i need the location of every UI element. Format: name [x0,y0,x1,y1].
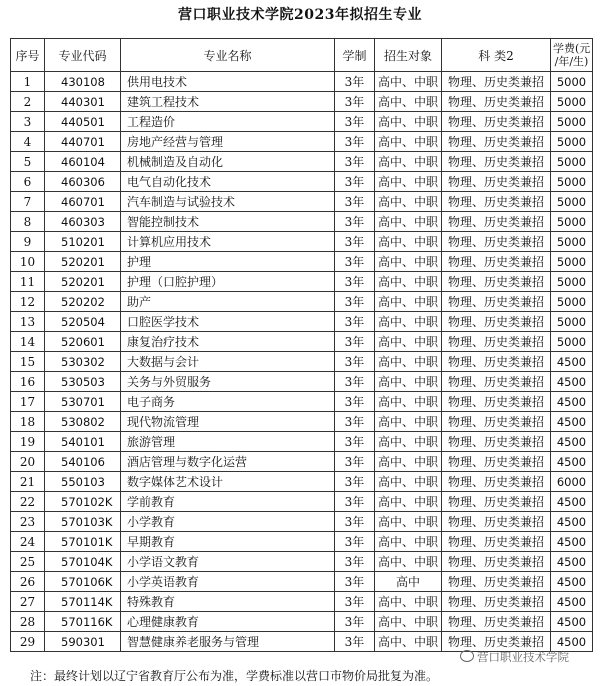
cell-fee: 4500 [551,392,593,412]
cell-fee: 5000 [551,172,593,192]
cell-fee: 5000 [551,132,593,152]
header-fee [551,39,593,72]
cell-code: 460303 [45,212,121,232]
watermark-text: 营口职业技术学院 [477,650,569,664]
cell-category: 物理、历史类兼招 [442,592,551,612]
table-row [11,172,593,192]
cell-target: 高中、中职 [375,232,442,252]
cell-duration: 3年 [335,212,375,232]
cell-code: 460306 [45,172,121,192]
table-row [11,612,593,632]
cell-name: 护理 [121,252,335,272]
table-row [11,512,593,532]
cell-fee: 5000 [551,212,593,232]
cell-name: 心理健康教育 [121,612,335,632]
cell-target: 高中、中职 [375,412,442,432]
footnote: 注：最终计划以辽宁省教育厅公布为准，学费标准以营口市物价局批复为准。 [30,669,439,683]
cell-target: 高中、中职 [375,492,442,512]
page-title: 营口职业技术学院2023年拟招生专业 [178,7,422,23]
table-row [11,72,593,92]
table-row [11,572,593,592]
cell-code: 570114K [45,592,121,612]
cell-name: 电气自动化技术 [121,172,335,192]
cell-category: 物理、历史类兼招 [442,332,551,352]
cell-name: 智慧健康养老服务与管理 [121,632,335,652]
table-row [11,532,593,552]
cell-name: 护理（口腔护理） [121,272,335,292]
table-row [11,452,593,472]
cell-target: 高中、中职 [375,192,442,212]
cell-duration: 3年 [335,412,375,432]
cell-name: 机械制造及自动化 [121,152,335,172]
cell-name: 早期教育 [121,532,335,552]
cell-fee: 4500 [551,572,593,592]
table-row [11,152,593,172]
cell-seq: 12 [11,292,45,312]
cell-code: 530701 [45,392,121,412]
cell-duration: 3年 [335,72,375,92]
cell-fee: 5000 [551,92,593,112]
cell-code: 520201 [45,272,121,292]
cell-target: 高中、中职 [375,212,442,232]
cell-duration: 3年 [335,512,375,532]
cell-name: 小学教育 [121,512,335,532]
cell-fee: 4500 [551,492,593,512]
cell-fee: 6000 [551,472,593,492]
cell-code: 570102K [45,492,121,512]
cell-name: 口腔医学技术 [121,312,335,332]
cell-fee: 5000 [551,312,593,332]
majors-table [10,38,593,652]
header-name: 专业名称 [121,39,335,72]
cell-target: 高中、中职 [375,392,442,412]
cell-seq: 27 [11,592,45,612]
cell-duration: 3年 [335,352,375,372]
table-row [11,312,593,332]
cell-target: 高中、中职 [375,352,442,372]
cell-code: 530302 [45,352,121,372]
cell-seq: 29 [11,632,45,652]
cell-category: 物理、历史类兼招 [442,172,551,192]
cell-name: 助产 [121,292,335,312]
cell-name: 数字媒体艺术设计 [121,472,335,492]
cell-fee: 5000 [551,232,593,252]
cell-target: 高中、中职 [375,552,442,572]
cell-target: 高中、中职 [375,472,442,492]
cell-code: 440701 [45,132,121,152]
cell-seq: 21 [11,472,45,492]
cell-category: 物理、历史类兼招 [442,572,551,592]
cell-fee: 5000 [551,192,593,212]
cell-name: 学前教育 [121,492,335,512]
cell-category: 物理、历史类兼招 [442,272,551,292]
table-row [11,232,593,252]
table-row [11,592,593,612]
cell-seq: 22 [11,492,45,512]
cell-target: 高中、中职 [375,112,442,132]
cell-target: 高中、中职 [375,372,442,392]
cell-code: 440501 [45,112,121,132]
cell-name: 关务与外贸服务 [121,372,335,392]
cell-category: 物理、历史类兼招 [442,432,551,452]
cell-duration: 3年 [335,572,375,592]
table-row [11,392,593,412]
watermark [460,649,569,665]
cell-fee: 5000 [551,292,593,312]
cell-target: 高中、中职 [375,292,442,312]
table-row [11,552,593,572]
cell-name: 工程造价 [121,112,335,132]
cell-fee: 4500 [551,632,593,652]
cell-fee: 4500 [551,372,593,392]
cell-duration: 3年 [335,232,375,252]
cell-fee: 5000 [551,112,593,132]
cell-seq: 11 [11,272,45,292]
table-row [11,192,593,212]
table-row [11,332,593,352]
cell-category: 物理、历史类兼招 [442,312,551,332]
cell-seq: 1 [11,72,45,92]
cell-duration: 3年 [335,192,375,212]
cell-seq: 24 [11,532,45,552]
cell-category: 物理、历史类兼招 [442,192,551,212]
cell-seq: 9 [11,232,45,252]
cell-category: 物理、历史类兼招 [442,72,551,92]
cell-name: 房地产经营与管理 [121,132,335,152]
cell-code: 520202 [45,292,121,312]
cell-name: 汽车制造与试验技术 [121,192,335,212]
cell-target: 高中、中职 [375,452,442,472]
cell-fee: 4500 [551,592,593,612]
cell-code: 540101 [45,432,121,452]
cell-duration: 3年 [335,612,375,632]
cell-fee: 5000 [551,272,593,292]
cell-seq: 28 [11,612,45,632]
cell-code: 520601 [45,332,121,352]
cell-seq: 18 [11,412,45,432]
cell-name: 计算机应用技术 [121,232,335,252]
cell-duration: 3年 [335,112,375,132]
cell-category: 物理、历史类兼招 [442,452,551,472]
cell-fee: 4500 [551,352,593,372]
cell-duration: 3年 [335,492,375,512]
cell-fee: 4500 [551,452,593,472]
cell-duration: 3年 [335,312,375,332]
cell-category: 物理、历史类兼招 [442,352,551,372]
cell-category: 物理、历史类兼招 [442,152,551,172]
cell-seq: 5 [11,152,45,172]
cell-category: 物理、历史类兼招 [442,372,551,392]
cell-code: 460701 [45,192,121,212]
cell-duration: 3年 [335,132,375,152]
header-seq: 序号 [11,39,45,72]
cell-category: 物理、历史类兼招 [442,612,551,632]
cell-code: 590301 [45,632,121,652]
cell-category: 物理、历史类兼招 [442,492,551,512]
header-target: 招生对象 [375,39,442,72]
table-row [11,472,593,492]
cell-name: 小学英语教育 [121,572,335,592]
cell-target: 高中、中职 [375,252,442,272]
cell-duration: 3年 [335,272,375,292]
cell-target: 高中、中职 [375,132,442,152]
cell-duration: 3年 [335,292,375,312]
cell-target: 高中、中职 [375,332,442,352]
cell-category: 物理、历史类兼招 [442,232,551,252]
cell-code: 570104K [45,552,121,572]
cell-seq: 17 [11,392,45,412]
header-duration: 学制 [335,39,375,72]
cell-duration: 3年 [335,92,375,112]
cell-category: 物理、历史类兼招 [442,112,551,132]
cell-category: 物理、历史类兼招 [442,392,551,412]
cell-name: 大数据与会计 [121,352,335,372]
cell-name: 特殊教育 [121,592,335,612]
cell-code: 570101K [45,532,121,552]
cell-code: 550103 [45,472,121,492]
cell-target: 高中、中职 [375,72,442,92]
cell-category: 物理、历史类兼招 [442,512,551,532]
cell-code: 530503 [45,372,121,392]
cell-code: 440301 [45,92,121,112]
cell-seq: 25 [11,552,45,572]
cell-seq: 6 [11,172,45,192]
header-fee-line1: 学费(元 [553,42,591,55]
cell-duration: 3年 [335,532,375,552]
table-row [11,372,593,392]
table-row [11,412,593,432]
cell-category: 物理、历史类兼招 [442,132,551,152]
cell-category: 物理、历史类兼招 [442,532,551,552]
cell-code: 430108 [45,72,121,92]
cell-category: 物理、历史类兼招 [442,252,551,272]
cell-name: 现代物流管理 [121,412,335,432]
table-row [11,212,593,232]
cell-name: 供用电技术 [121,72,335,92]
cell-name: 建筑工程技术 [121,92,335,112]
table-row [11,352,593,372]
cell-seq: 8 [11,212,45,232]
cell-duration: 3年 [335,372,375,392]
cell-target: 高中、中职 [375,632,442,652]
cell-category: 物理、历史类兼招 [442,632,551,652]
cell-target: 高中、中职 [375,512,442,532]
cell-fee: 5000 [551,332,593,352]
cell-target: 高中、中职 [375,312,442,332]
wechat-icon [460,650,474,662]
cell-seq: 15 [11,352,45,372]
cell-code: 520201 [45,252,121,272]
cell-code: 570103K [45,512,121,532]
cell-seq: 16 [11,372,45,392]
table-row [11,492,593,512]
cell-category: 物理、历史类兼招 [442,212,551,232]
cell-name: 酒店管理与数字化运营 [121,452,335,472]
cell-fee: 5000 [551,72,593,92]
cell-target: 高中 [375,572,442,592]
cell-target: 高中、中职 [375,272,442,292]
cell-name: 康复治疗技术 [121,332,335,352]
cell-seq: 13 [11,312,45,332]
cell-duration: 3年 [335,332,375,352]
cell-category: 物理、历史类兼招 [442,552,551,572]
cell-seq: 3 [11,112,45,132]
header-category: 科 类2 [442,39,551,72]
cell-code: 510201 [45,232,121,252]
cell-target: 高中、中职 [375,172,442,192]
cell-code: 570116K [45,612,121,632]
cell-code: 570106K [45,572,121,592]
cell-name: 小学语文教育 [121,552,335,572]
cell-duration: 3年 [335,452,375,472]
cell-category: 物理、历史类兼招 [442,412,551,432]
table-row [11,92,593,112]
table-header-row [11,39,593,72]
cell-duration: 3年 [335,252,375,272]
cell-fee: 5000 [551,252,593,272]
cell-duration: 3年 [335,432,375,452]
cell-category: 物理、历史类兼招 [442,472,551,492]
cell-code: 460104 [45,152,121,172]
table-row [11,132,593,152]
cell-seq: 20 [11,452,45,472]
cell-duration: 3年 [335,592,375,612]
cell-name: 智能控制技术 [121,212,335,232]
cell-target: 高中、中职 [375,92,442,112]
cell-fee: 5000 [551,152,593,172]
table-row [11,252,593,272]
cell-category: 物理、历史类兼招 [442,292,551,312]
cell-seq: 10 [11,252,45,272]
header-fee-line2: /年/生) [554,55,589,68]
cell-target: 高中、中职 [375,152,442,172]
cell-code: 540106 [45,452,121,472]
cell-name: 电子商务 [121,392,335,412]
cell-fee: 4500 [551,532,593,552]
cell-fee: 4500 [551,432,593,452]
cell-seq: 26 [11,572,45,592]
cell-duration: 3年 [335,472,375,492]
cell-name: 旅游管理 [121,432,335,452]
cell-duration: 3年 [335,172,375,192]
cell-duration: 3年 [335,552,375,572]
table-row [11,272,593,292]
cell-seq: 14 [11,332,45,352]
table-row [11,292,593,312]
cell-seq: 4 [11,132,45,152]
table-row [11,432,593,452]
cell-fee: 4500 [551,412,593,432]
cell-code: 520504 [45,312,121,332]
cell-seq: 23 [11,512,45,532]
cell-seq: 2 [11,92,45,112]
cell-seq: 7 [11,192,45,212]
cell-seq: 19 [11,432,45,452]
cell-target: 高中、中职 [375,612,442,632]
cell-target: 高中、中职 [375,432,442,452]
cell-duration: 3年 [335,392,375,412]
cell-duration: 3年 [335,632,375,652]
cell-target: 高中、中职 [375,532,442,552]
cell-fee: 4500 [551,552,593,572]
cell-duration: 3年 [335,152,375,172]
table-row [11,112,593,132]
cell-code: 530802 [45,412,121,432]
header-code: 专业代码 [45,39,121,72]
cell-fee: 4500 [551,612,593,632]
cell-fee: 4500 [551,512,593,532]
cell-category: 物理、历史类兼招 [442,92,551,112]
cell-target: 高中、中职 [375,592,442,612]
